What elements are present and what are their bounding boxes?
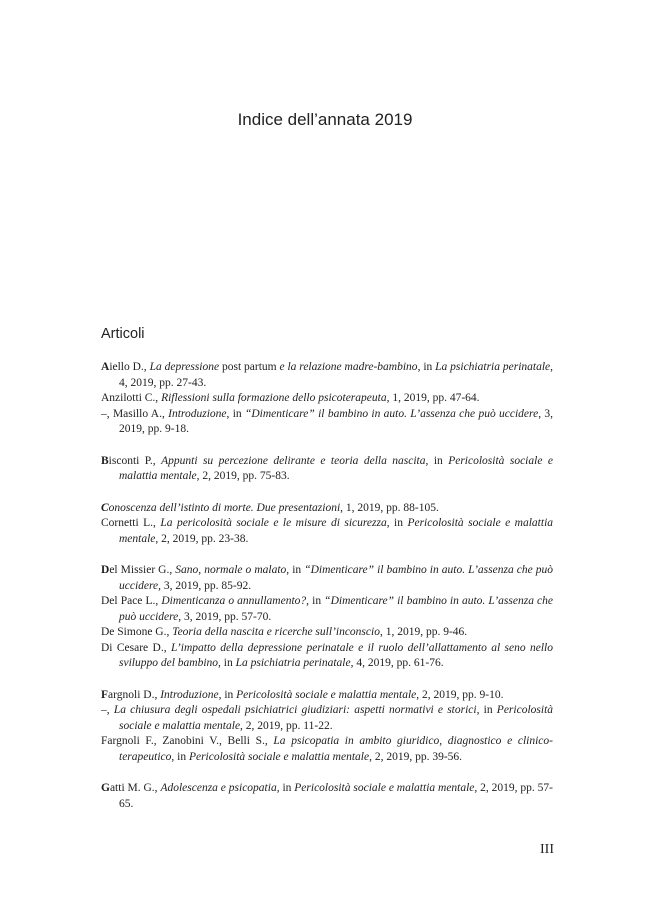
entry-text: Di Cesare D., xyxy=(101,641,171,654)
entry-text: , in xyxy=(226,407,245,420)
index-group xyxy=(101,360,553,438)
entry-text: , 1, 2019, pp. 88-105. xyxy=(340,501,439,514)
index-entry xyxy=(101,688,553,704)
entry-text: Pericolosità sociale e malattia mentale xyxy=(119,454,553,482)
entry-text: , 2, 2019, pp. 57-65. xyxy=(119,782,554,810)
index-entry xyxy=(101,360,553,391)
index-entry xyxy=(101,781,553,812)
entry-text: , 3, 2019, pp. 85-92. xyxy=(158,579,252,592)
entry-text: , in xyxy=(171,750,189,763)
entry-text: atti M. G., xyxy=(109,782,161,794)
entry-text: isconti P., xyxy=(108,454,162,467)
entry-text: Dimenticanza o annullamento? xyxy=(161,595,307,607)
entry-text: Teoria della nascita e ricerche sull’inconscio xyxy=(172,626,380,638)
entry-text: La chiusura degli ospedali psichiatrici giudiziari: aspetti normativi e storici xyxy=(113,704,477,716)
entry-text: G xyxy=(101,782,110,794)
entry-text: post partum xyxy=(219,361,280,373)
index-group xyxy=(101,501,553,548)
index-entry xyxy=(101,641,553,672)
entry-text: A xyxy=(101,361,110,373)
entry-text: D xyxy=(101,564,110,576)
entry-text: iello D., xyxy=(109,361,150,373)
entry-text: , in xyxy=(218,657,236,669)
entry-text: , 4, 2019, pp. 27-43. xyxy=(119,361,554,389)
entry-text: , 3, 2019, pp. 57-70. xyxy=(178,610,272,623)
page-number: III xyxy=(540,842,554,857)
index-entry xyxy=(101,703,553,734)
index-entry xyxy=(101,501,553,517)
index-entry xyxy=(101,391,553,407)
index-entry xyxy=(101,625,553,641)
entry-text: “Dimenticare” il bambino in auto. L’assenza che può uccidere xyxy=(244,407,539,420)
entry-text: e la relazione madre-bambino xyxy=(279,361,418,373)
index-entry xyxy=(101,734,553,765)
entry-text: C xyxy=(101,501,109,514)
entry-text: La psichiatria perinatale xyxy=(235,657,351,669)
article-index xyxy=(101,360,553,828)
entry-text: , in xyxy=(286,564,305,576)
index-entry xyxy=(101,516,553,547)
entry-text: Pericolosità sociale e malattia mentale xyxy=(294,782,475,794)
entry-text: , in xyxy=(476,704,497,716)
entry-text: Introduzione xyxy=(168,407,227,420)
entry-text: Pericolosità sociale e malattia mentale xyxy=(188,750,370,763)
page-title: Indice dell’annata 2019 xyxy=(237,110,413,129)
index-entry xyxy=(101,407,553,438)
entry-text: La pericolosità sociale e le misure di sicurezza xyxy=(160,517,387,529)
index-group xyxy=(101,454,553,485)
entry-text: L’impatto della depressione perinatale e il ruolo dell’allattamento al seno nello sviluppo del bambino xyxy=(119,641,553,669)
entry-text: La depressione xyxy=(149,361,220,373)
entry-text: De Simone G., xyxy=(101,626,173,638)
entry-text: “Dimenticare” il bambino in auto. L’assenza che può uccidere xyxy=(119,564,553,592)
entry-text: , 3, 2019, pp. 9-18. xyxy=(119,407,554,435)
entry-text: , 4, 2019, pp. 61-76. xyxy=(350,657,444,669)
index-entry xyxy=(101,594,553,625)
entry-text: Appunti su percezione delirante e teoria della nascita xyxy=(161,454,426,467)
entry-text: Fargnoli F., Zanobini V., Belli S., xyxy=(101,735,274,747)
index-entry xyxy=(101,563,553,594)
entry-text: argnoli D., xyxy=(108,688,161,701)
entry-text: , 2, 2019, pp. 75-83. xyxy=(196,470,290,482)
entry-text: el Missier G., xyxy=(109,564,176,576)
entry-text: , in xyxy=(218,688,237,701)
index-group xyxy=(101,688,553,766)
entry-text: , 1, 2019, pp. 9-46. xyxy=(379,626,468,638)
entry-text: , in xyxy=(386,517,408,529)
entry-text: , 2, 2019, pp. 9-10. xyxy=(416,688,504,701)
entry-text: La psicopatia in ambito giuridico, diagnostico e clinico-terapeutico xyxy=(119,735,553,763)
index-group xyxy=(101,781,553,812)
entry-text: Cornetti L., xyxy=(101,517,161,529)
entry-text: Anzilotti C., xyxy=(101,392,162,404)
entry-text: , 2, 2019, pp. 11-22. xyxy=(240,719,333,732)
entry-text: Riflessioni sulla formazione dello psicoterapeuta xyxy=(161,392,387,404)
index-group xyxy=(101,563,553,672)
entry-text: Del Pace L., xyxy=(101,595,162,607)
entry-text: , in xyxy=(306,595,325,607)
index-entry xyxy=(101,454,553,485)
entry-text: Introduzione xyxy=(160,688,219,701)
entry-text: , 2, 2019, pp. 23-38. xyxy=(155,532,249,545)
entry-text: onoscenza dell’istinto di morte. Due presentazioni xyxy=(108,501,341,514)
entry-text: La psichiatria perinatale xyxy=(435,361,551,373)
entry-text: “Dimenticare” il bambino in auto. L’assenza che può uccidere xyxy=(119,595,553,623)
entry-text: Adolescenza e psicopatia xyxy=(160,782,277,794)
entry-text: Pericolosità sociale e malattia mentale xyxy=(236,688,417,701)
entry-text: , 2, 2019, pp. 39-56. xyxy=(369,750,463,763)
entry-text: –, xyxy=(101,704,114,716)
entry-text: –, Masillo A., xyxy=(101,407,169,420)
entry-text: , in xyxy=(425,454,449,467)
section-title: Articoli xyxy=(101,326,145,342)
entry-text: Pericolosità sociale e malattia mentale xyxy=(119,517,554,545)
entry-text: , in xyxy=(276,782,295,794)
entry-text: Sano, normale o malato xyxy=(175,564,287,576)
entry-text: Pericolosità sociale e malattia mentale xyxy=(119,704,554,732)
entry-text: , in xyxy=(417,361,436,373)
entry-text: B xyxy=(101,454,109,467)
entry-text: F xyxy=(101,688,109,701)
entry-text: , 1, 2019, pp. 47-64. xyxy=(386,392,480,404)
